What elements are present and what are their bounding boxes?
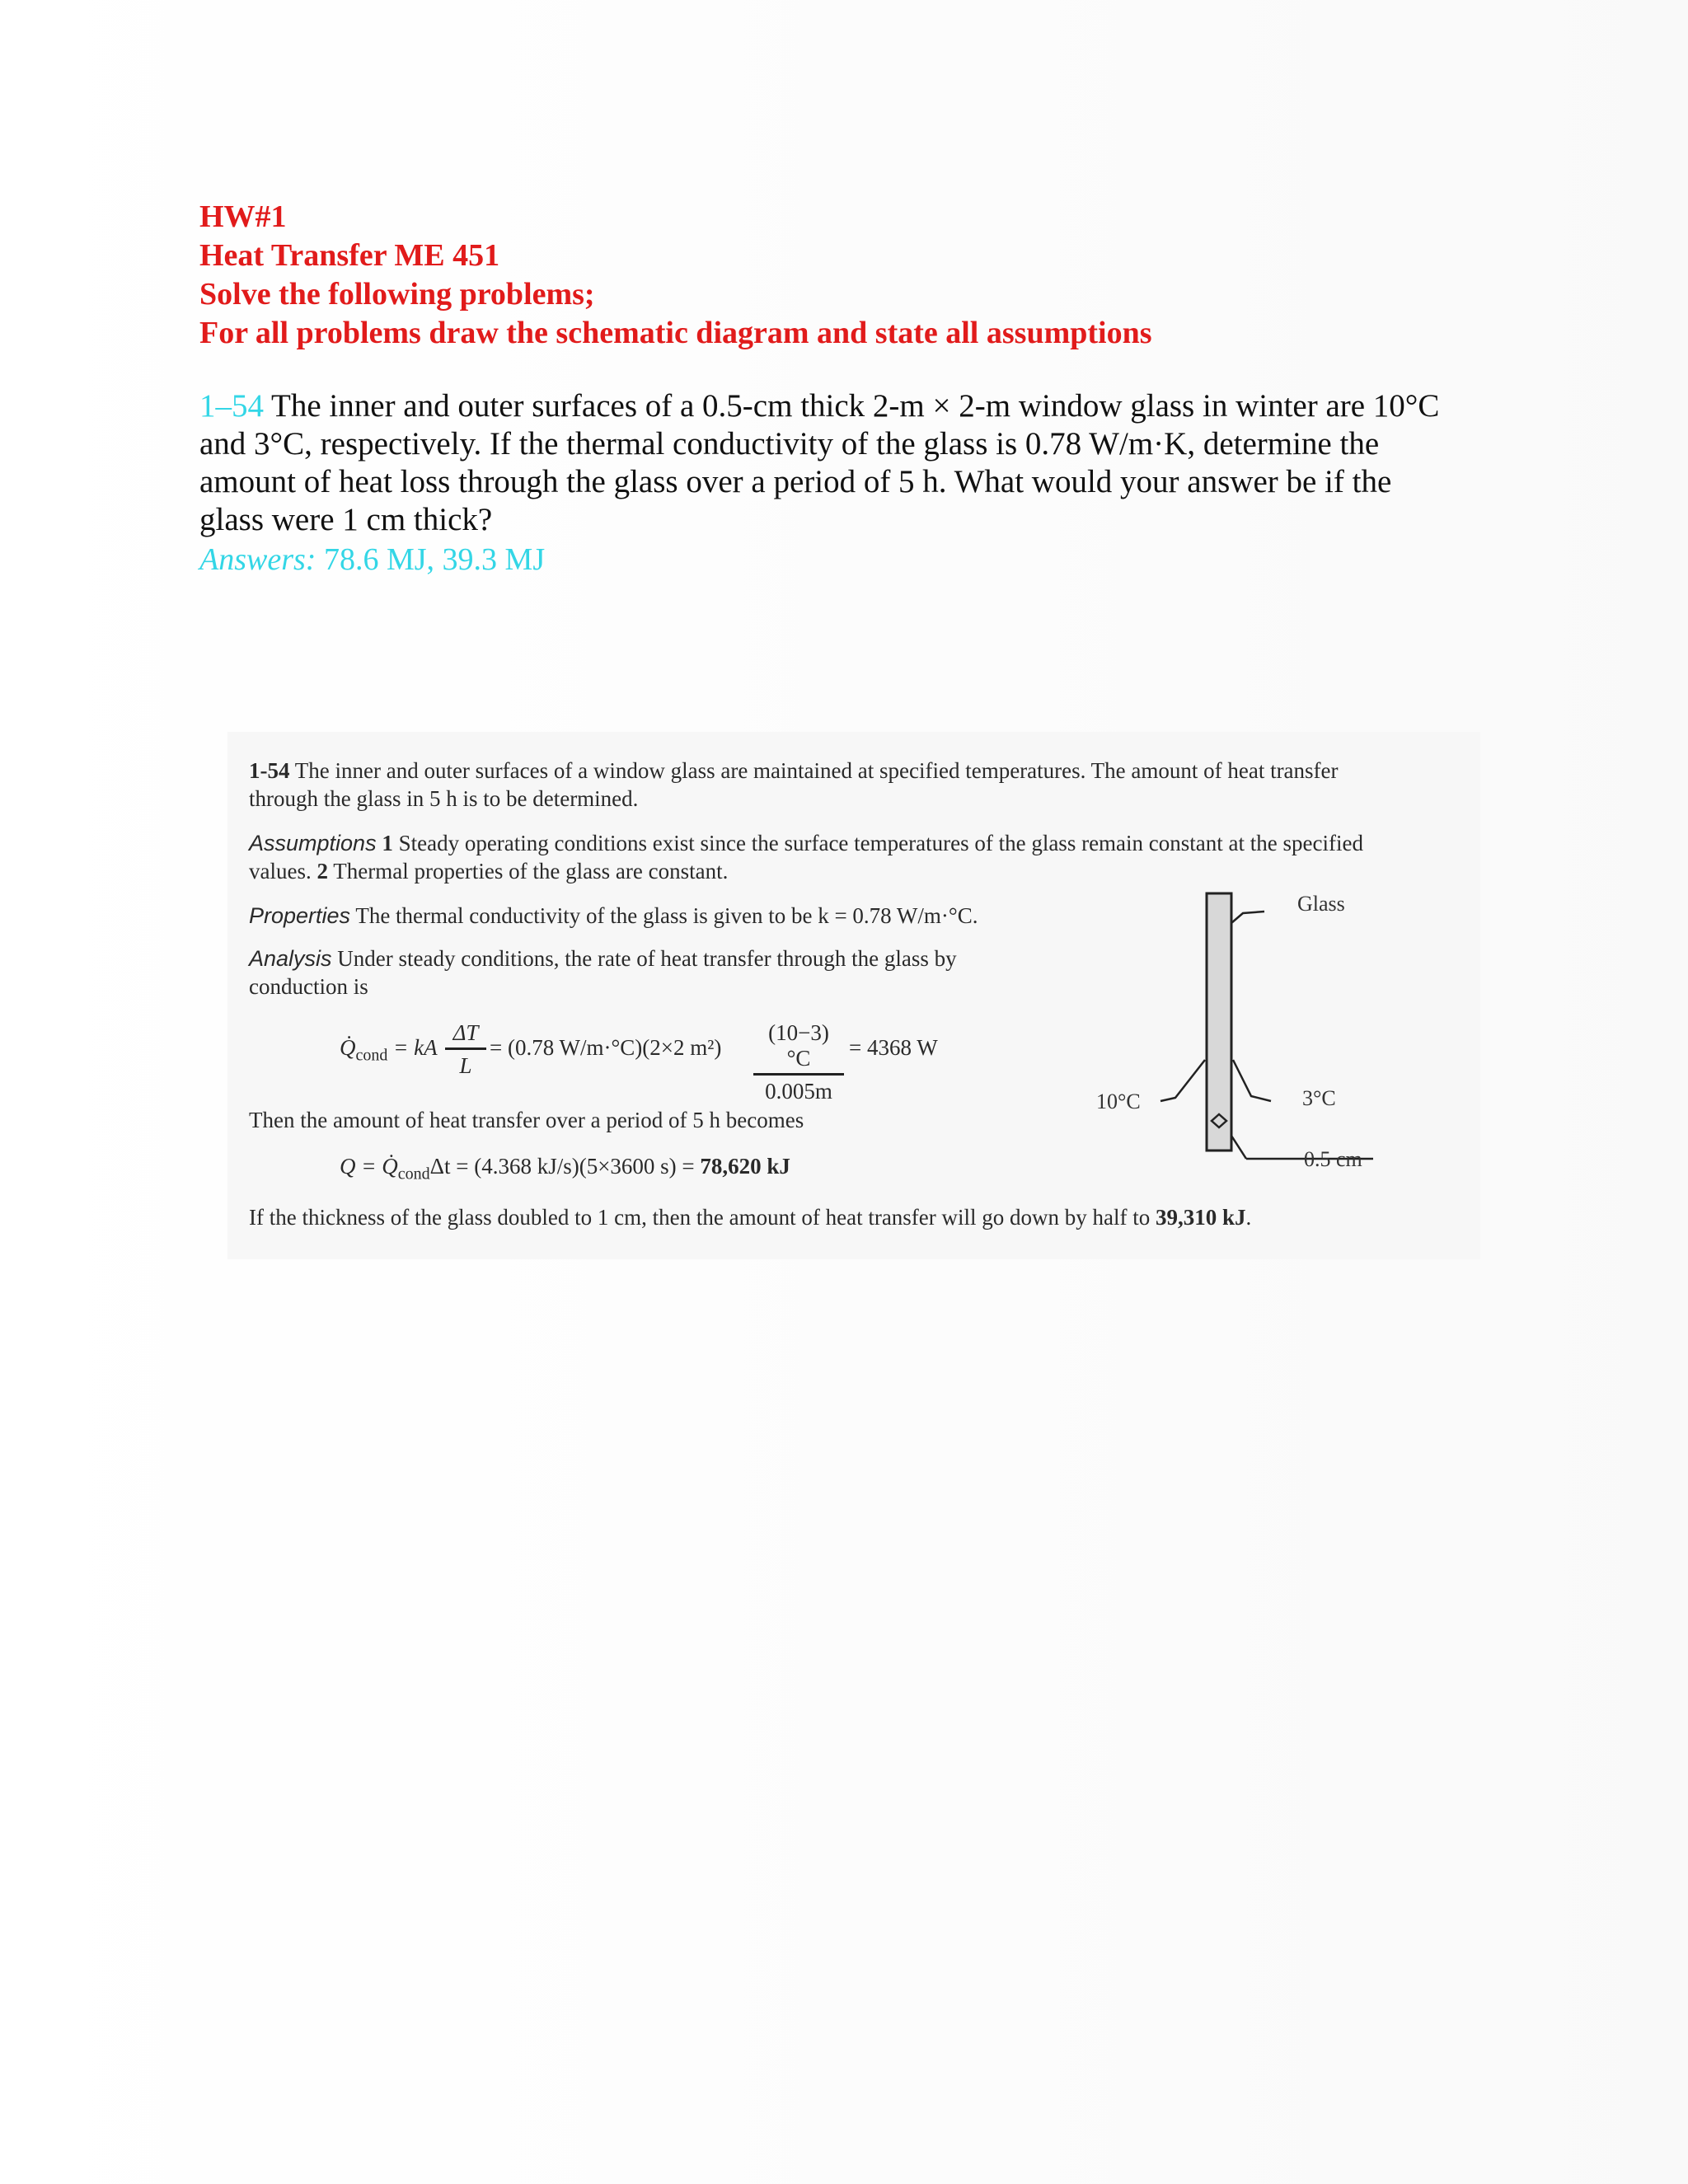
problem-line-1: 1–54 The inner and outer surfaces of a 0.5-cm thick 2-m × 2-m window glass in winter are 10°C xyxy=(199,388,1440,424)
properties-line: Properties The thermal conductivity of the glass is given to be k = 0.78 W/m·°C. xyxy=(249,903,978,928)
header-instruction: Solve the following problems; xyxy=(199,277,595,312)
fraction-dt-over-l: $\frac{\Delta T}{L}$ xyxy=(445,1020,486,1079)
fraction-temperature-over-thickness: $\frac{(10-3)^\circ C}{0.005m}$ xyxy=(753,1020,844,1104)
assumptions-line-1: Assumptions 1 Steady operating conditions exist since the surface temperatures of the glass remain constant at the specified xyxy=(249,831,1363,855)
then-line: Then the amount of heat transfer over a period of 5 h becomes xyxy=(249,1108,804,1132)
problem-line-4: glass were 1 cm thick? xyxy=(199,502,493,537)
thickness-label: 0.5 cm xyxy=(1304,1147,1362,1171)
problem-statement xyxy=(199,387,1493,539)
assumptions-line-2: values. 2 Thermal properties of the glass are constant. xyxy=(249,859,729,883)
outer-temperature-label: 3°C xyxy=(1302,1086,1336,1110)
outer-temp-leader-line xyxy=(1233,1060,1271,1101)
conduction-rate-equation: $Q̇_{cond}$ = kA xyxy=(340,1035,438,1065)
inner-temperature-label: 10°C xyxy=(1096,1090,1141,1113)
thickness-leader-line xyxy=(1231,1136,1246,1159)
assignment-header xyxy=(199,198,1601,353)
answers-values: 78.6 MJ, 39.3 MJ xyxy=(316,542,546,577)
solution-intro-line-2: through the glass in 5 h is to be determined. xyxy=(249,786,639,811)
header-title: HW#1 xyxy=(199,199,287,234)
analysis-line-2: conduction is xyxy=(249,974,368,999)
conduction-equation-middle: = (0.78 W/m·°C)(2×2 m²) xyxy=(490,1035,722,1060)
solution-intro-line-1: 1-54 The inner and outer surfaces of a window glass are maintained at specified temperatures. The amount of heat transfer xyxy=(249,758,1339,783)
glass-schematic-diagram xyxy=(1085,874,1431,1187)
heat-transfer-equation: $Q = Q̇_{cond}\Delta t = (4.368$ kJ/s)(5×3600 s) = 78,620 kJ xyxy=(340,1154,790,1183)
glass-leader-line xyxy=(1231,912,1264,923)
problem-answers xyxy=(199,541,545,579)
glass-schematic-svg xyxy=(1085,874,1431,1187)
glass-pane xyxy=(1207,893,1231,1151)
problem-line-2: and 3°C, respectively. If the thermal conductivity of the glass is 0.78 W/m·K, determine the xyxy=(199,426,1380,462)
header-requirement: For all problems draw the schematic diagram and state all assumptions xyxy=(199,316,1152,350)
problem-number: 1–54 xyxy=(199,388,264,424)
answers-label: Answers: xyxy=(199,542,316,577)
problem-line-3: amount of heat loss through the glass over a period of 5 h. What would your answer be if the xyxy=(199,464,1392,499)
conduction-equation-result: = 4368 W xyxy=(849,1035,938,1060)
glass-label: Glass xyxy=(1297,892,1345,916)
analysis-line-1: Analysis Under steady conditions, the rate of heat transfer through the glass by xyxy=(249,946,957,971)
final-conclusion: If the thickness of the glass doubled to 1 cm, then the amount of heat transfer will go down by half to 39,310 kJ. xyxy=(249,1205,1252,1230)
header-course: Heat Transfer ME 451 xyxy=(199,238,500,273)
inner-temp-leader-line xyxy=(1160,1060,1205,1101)
